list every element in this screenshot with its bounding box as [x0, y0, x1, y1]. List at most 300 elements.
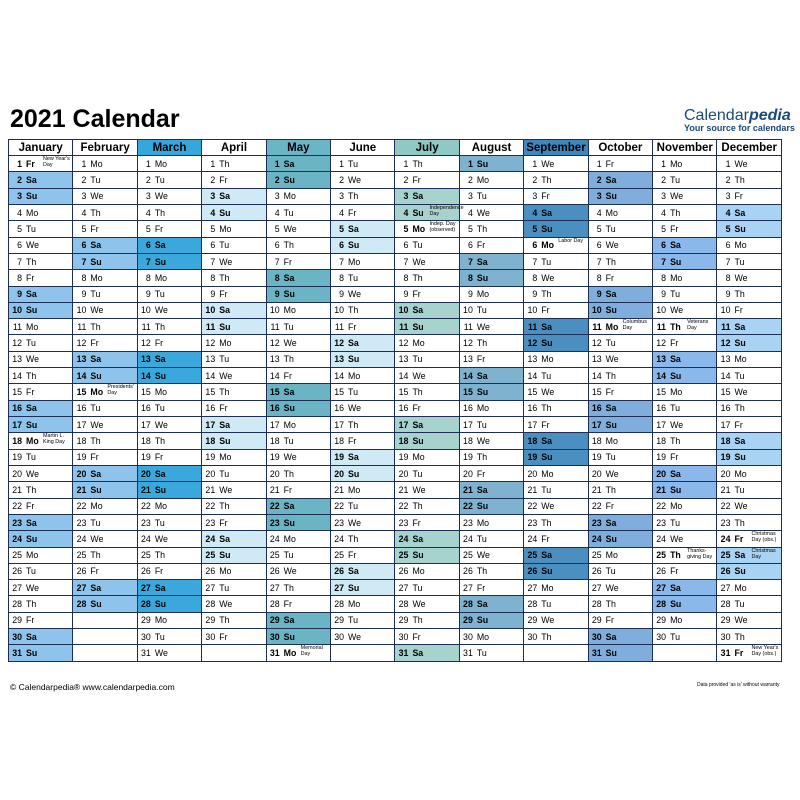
- day-cell: [202, 270, 266, 286]
- month-header-february: February: [73, 140, 137, 156]
- day-cell: [331, 547, 395, 563]
- day-cell: [9, 449, 73, 465]
- weekday-label: Mo: [670, 501, 683, 512]
- weekday-label: Mo: [412, 566, 425, 577]
- day-number: 3: [596, 191, 602, 202]
- day-number: 9: [467, 289, 473, 300]
- day-row: [9, 498, 782, 514]
- day-cell: [588, 580, 652, 596]
- weekday-label: Sa: [476, 256, 488, 267]
- weekday-label: Th: [412, 272, 423, 283]
- weekday-label: Su: [154, 484, 167, 495]
- weekday-label: We: [605, 468, 619, 479]
- day-number: 26: [398, 566, 409, 577]
- day-number: 1: [81, 158, 87, 169]
- day-number: 1: [210, 158, 216, 169]
- holiday-label: Labor Day: [558, 237, 584, 244]
- weekday-label: We: [734, 272, 748, 283]
- weekday-label: Su: [219, 321, 231, 332]
- day-number: 22: [269, 501, 280, 512]
- weekday-label: We: [476, 435, 490, 446]
- day-cell: [524, 580, 588, 596]
- day-cell: [524, 498, 588, 514]
- weekday-label: Tu: [670, 403, 681, 414]
- day-cell: [9, 645, 73, 661]
- day-number: 17: [591, 419, 602, 430]
- day-number: 31: [269, 648, 280, 659]
- day-number: 3: [725, 191, 731, 202]
- weekday-label: Th: [541, 517, 552, 528]
- weekday-label: Th: [348, 191, 359, 202]
- day-cell: [653, 204, 717, 220]
- weekday-label: Sa: [734, 207, 746, 218]
- weekday-label: Fr: [348, 435, 357, 446]
- day-cell: [588, 547, 652, 563]
- day-number: 24: [527, 533, 538, 544]
- day-cell: [331, 417, 395, 433]
- day-cell: [717, 563, 782, 579]
- day-cell: [524, 319, 588, 335]
- day-cell: [266, 156, 330, 172]
- day-number: 30: [656, 631, 667, 642]
- day-cell: [588, 563, 652, 579]
- day-number: 27: [12, 582, 22, 593]
- day-cell: [266, 302, 330, 318]
- day-cell: [331, 286, 395, 302]
- day-number: 6: [145, 240, 151, 251]
- day-cell: [588, 384, 652, 400]
- weekday-label: Tu: [283, 435, 294, 446]
- day-number: 24: [334, 533, 345, 544]
- day-cell: [717, 580, 782, 596]
- day-cell: [588, 172, 652, 188]
- weekday-label: Sa: [219, 419, 230, 430]
- day-number: 7: [81, 256, 87, 267]
- weekday-label: Mo: [154, 158, 168, 169]
- day-number: 25: [76, 550, 87, 561]
- brand-logo[interactable]: [684, 108, 795, 133]
- weekday-label: Fr: [412, 631, 421, 642]
- weekday-label: Su: [476, 272, 489, 283]
- day-cell: [9, 253, 73, 269]
- day-cell: [588, 531, 652, 547]
- day-cell: [395, 580, 459, 596]
- day-cell: [459, 629, 523, 645]
- day-number: 27: [591, 582, 602, 593]
- day-cell: [137, 237, 201, 253]
- day-cell: [137, 319, 201, 335]
- day-row: [9, 319, 782, 335]
- weekday-label: Mo: [605, 550, 618, 561]
- day-number: 2: [145, 174, 151, 185]
- day-number: 15: [76, 387, 87, 398]
- weekday-label: We: [541, 387, 555, 398]
- day-cell: [9, 498, 73, 514]
- day-number: 14: [334, 370, 345, 381]
- day-cell: [202, 204, 266, 220]
- weekday-label: Fr: [476, 354, 486, 365]
- weekday-label: Sa: [412, 648, 424, 659]
- weekday-label: Fr: [605, 272, 614, 283]
- day-number: 19: [76, 452, 87, 463]
- weekday-label: Fr: [476, 468, 486, 479]
- day-number: 28: [656, 599, 667, 610]
- day-number: 14: [398, 370, 409, 381]
- day-cell: [395, 465, 459, 481]
- day-number: 26: [656, 566, 667, 577]
- day-cell: [331, 156, 395, 172]
- day-cell: [9, 629, 73, 645]
- weekday-label: We: [348, 403, 362, 414]
- day-cell: [717, 465, 782, 481]
- day-cell: [524, 514, 588, 530]
- weekday-label: Mo: [26, 207, 39, 218]
- day-cell: [137, 286, 201, 302]
- weekday-label: Tu: [541, 370, 552, 381]
- weekday-label: Tu: [670, 289, 681, 300]
- day-number: 4: [145, 207, 151, 218]
- day-cell: [395, 433, 459, 449]
- weekday-label: Su: [348, 468, 360, 479]
- day-cell: [717, 514, 782, 530]
- weekday-label: We: [412, 256, 426, 267]
- weekday-label: Fr: [412, 174, 421, 185]
- day-number: 29: [463, 615, 473, 626]
- day-cell: [202, 465, 266, 481]
- day-cell: [653, 270, 717, 286]
- weekday-label: Su: [670, 370, 682, 381]
- day-cell: [266, 596, 330, 612]
- weekday-label: Fr: [734, 533, 744, 544]
- day-cell: [653, 580, 717, 596]
- day-row: [9, 465, 782, 481]
- weekday-label: Th: [412, 501, 423, 512]
- day-number: 20: [334, 468, 345, 479]
- weekday-label: Mo: [283, 648, 297, 659]
- day-number: 8: [210, 272, 216, 283]
- day-cell: [653, 319, 717, 335]
- day-number: 1: [274, 158, 280, 169]
- day-cell: [9, 237, 73, 253]
- day-cell: [73, 531, 137, 547]
- weekday-label: Sa: [412, 191, 424, 202]
- day-cell: [395, 645, 459, 661]
- day-number: 12: [591, 338, 602, 349]
- day-cell: [588, 596, 652, 612]
- weekday-label: Su: [283, 403, 295, 414]
- day-number: 1: [725, 158, 731, 169]
- weekday-label: Sa: [90, 354, 102, 365]
- weekday-label: We: [670, 419, 684, 430]
- day-number: 6: [339, 240, 345, 251]
- day-number: 8: [661, 272, 667, 283]
- weekday-label: Sa: [26, 517, 37, 528]
- day-number: 26: [205, 566, 216, 577]
- day-cell: [459, 188, 523, 204]
- day-number: 13: [656, 354, 667, 365]
- day-cell: [73, 384, 137, 400]
- day-cell: [331, 270, 395, 286]
- day-number: 6: [596, 240, 602, 251]
- day-cell: [588, 221, 652, 237]
- day-number: 21: [205, 484, 216, 495]
- day-cell: [137, 400, 201, 416]
- day-cell: [266, 580, 330, 596]
- day-cell: [137, 629, 201, 645]
- day-cell: [137, 417, 201, 433]
- day-cell: [202, 188, 266, 204]
- weekday-label: Sa: [219, 191, 230, 202]
- day-cell: [73, 449, 137, 465]
- month-header-march: March: [137, 140, 201, 156]
- day-cell: [266, 204, 330, 220]
- day-number: 21: [76, 484, 87, 495]
- day-number: 3: [145, 191, 151, 202]
- day-cell: [73, 482, 137, 498]
- day-cell: [459, 449, 523, 465]
- day-number: 21: [269, 484, 280, 495]
- day-number: 26: [527, 566, 538, 577]
- day-cell: [73, 335, 137, 351]
- day-cell: [266, 514, 330, 530]
- weekday-label: Fr: [541, 533, 550, 544]
- day-number: 9: [81, 289, 87, 300]
- day-cell: [395, 335, 459, 351]
- day-number: 26: [269, 566, 280, 577]
- weekday-label: Th: [26, 599, 37, 610]
- day-cell: [202, 351, 266, 367]
- weekday-label: Mo: [90, 501, 103, 512]
- day-number: 12: [141, 338, 151, 349]
- weekday-label: Th: [283, 582, 294, 593]
- day-cell: [73, 286, 137, 302]
- day-number: 11: [141, 321, 151, 332]
- day-number: 23: [463, 517, 473, 528]
- day-number: 15: [656, 387, 667, 398]
- day-cell: [137, 384, 201, 400]
- day-number: 16: [205, 403, 216, 414]
- day-cell: [9, 172, 73, 188]
- weekday-label: Su: [90, 599, 102, 610]
- day-number: 3: [81, 191, 87, 202]
- day-cell: [331, 449, 395, 465]
- weekday-label: Tu: [541, 599, 552, 610]
- weekday-label: Th: [476, 566, 488, 577]
- weekday-label: Fr: [541, 419, 550, 430]
- weekday-label: Fr: [348, 321, 357, 332]
- day-cell: [73, 204, 137, 220]
- day-number: 18: [205, 435, 216, 446]
- day-cell: [524, 335, 588, 351]
- weekday-label: Sa: [476, 370, 488, 381]
- day-number: 18: [463, 435, 473, 446]
- day-number: 9: [274, 289, 280, 300]
- day-cell: [395, 253, 459, 269]
- day-number: 5: [81, 223, 87, 234]
- weekday-label: We: [605, 354, 619, 365]
- day-number: 29: [334, 615, 345, 626]
- weekday-label: Mo: [348, 256, 361, 267]
- day-cell: [9, 204, 73, 220]
- day-cell: [137, 270, 201, 286]
- day-cell: [653, 156, 717, 172]
- day-number: 12: [76, 338, 87, 349]
- day-number: 12: [720, 338, 731, 349]
- day-cell: [266, 563, 330, 579]
- weekday-label: Fr: [219, 403, 228, 414]
- day-number: 29: [141, 615, 151, 626]
- weekday-label: Th: [283, 354, 294, 365]
- weekday-label: Th: [541, 403, 552, 414]
- day-cell: [653, 172, 717, 188]
- day-number: 1: [145, 158, 151, 169]
- day-cell: [395, 156, 459, 172]
- holiday-label: Memorial Day: [300, 645, 323, 658]
- day-cell: [717, 400, 782, 416]
- footer-copyright[interactable]: © Calendarpedia® www.calendarpedia.com: [10, 682, 175, 692]
- weekday-label: We: [541, 615, 555, 626]
- day-cell: [202, 596, 266, 612]
- day-number: 24: [656, 533, 667, 544]
- day-row: [9, 351, 782, 367]
- day-number: 8: [145, 272, 151, 283]
- day-cell: [459, 384, 523, 400]
- weekday-label: Fr: [90, 223, 99, 234]
- day-cell: [331, 498, 395, 514]
- day-cell: [266, 417, 330, 433]
- day-number: 25: [205, 550, 216, 561]
- weekday-label: Tu: [605, 566, 616, 577]
- day-cell: [588, 188, 652, 204]
- day-number: 15: [591, 387, 602, 398]
- month-header-january: January: [9, 140, 73, 156]
- day-number: 13: [720, 354, 731, 365]
- weekday-label: Tu: [26, 338, 36, 349]
- weekday-label: Su: [154, 370, 167, 381]
- day-number: 27: [720, 582, 731, 593]
- day-cell: [9, 351, 73, 367]
- day-number: 8: [17, 272, 22, 283]
- weekday-label: Mo: [670, 387, 683, 398]
- day-number: 28: [141, 599, 151, 610]
- day-cell: [524, 172, 588, 188]
- day-cell: [137, 368, 201, 384]
- day-cell: [266, 253, 330, 269]
- day-cell: [73, 400, 137, 416]
- day-number: 29: [269, 615, 280, 626]
- day-number: 23: [205, 517, 216, 528]
- day-cell: [202, 417, 266, 433]
- day-number: 11: [527, 321, 538, 332]
- day-cell: [459, 237, 523, 253]
- day-cell: [588, 270, 652, 286]
- day-number: 31: [463, 648, 473, 659]
- day-cell: [717, 221, 782, 237]
- day-cell: [73, 319, 137, 335]
- day-number: 26: [591, 566, 602, 577]
- day-cell: [137, 351, 201, 367]
- day-number: 10: [76, 305, 87, 316]
- weekday-label: Tu: [541, 484, 552, 495]
- holiday-label: Veterans Day: [687, 319, 709, 332]
- day-number: 30: [591, 631, 602, 642]
- holiday-label: New Year's Day (obs.): [751, 645, 779, 658]
- weekday-label: We: [219, 256, 233, 267]
- month-header-august: August: [459, 140, 523, 156]
- day-cell: [524, 433, 588, 449]
- day-cell: [137, 221, 201, 237]
- day-number: 8: [532, 272, 538, 283]
- weekday-label: Tu: [219, 582, 230, 593]
- weekday-label: Th: [219, 158, 230, 169]
- weekday-label: Mo: [734, 354, 747, 365]
- weekday-label: We: [412, 599, 426, 610]
- day-number: 3: [17, 191, 22, 202]
- day-cell: [137, 482, 201, 498]
- weekday-label: Th: [605, 370, 616, 381]
- weekday-label: Th: [541, 174, 552, 185]
- day-number: 24: [463, 533, 473, 544]
- weekday-label: Tu: [734, 370, 745, 381]
- day-cell: [331, 302, 395, 318]
- day-number: 10: [463, 305, 473, 316]
- day-number: 19: [720, 452, 731, 463]
- day-cell: [588, 514, 652, 530]
- day-cell: [9, 270, 73, 286]
- day-number: 5: [274, 223, 280, 234]
- weekday-label: Su: [605, 191, 617, 202]
- day-number: 14: [141, 370, 151, 381]
- weekday-label: Tu: [605, 338, 616, 349]
- day-number: 15: [527, 387, 538, 398]
- day-number: 17: [269, 419, 280, 430]
- weekday-label: Tu: [476, 419, 487, 430]
- day-number: 15: [334, 387, 345, 398]
- day-cell: [459, 286, 523, 302]
- weekday-label: Fr: [605, 501, 614, 512]
- day-number: 14: [76, 370, 87, 381]
- page-title: 2021 Calendar: [10, 105, 180, 133]
- weekday-label: Sa: [670, 354, 681, 365]
- weekday-label: Mo: [605, 435, 618, 446]
- weekday-label: Mo: [90, 158, 103, 169]
- day-number: 10: [269, 305, 280, 316]
- day-number: 7: [596, 256, 602, 267]
- day-cell: [395, 302, 459, 318]
- day-cell: [653, 188, 717, 204]
- weekday-label: Mo: [26, 550, 39, 561]
- day-number: 21: [656, 484, 667, 495]
- weekday-label: Su: [476, 158, 489, 169]
- day-number: 18: [76, 435, 87, 446]
- day-cell: [653, 253, 717, 269]
- day-number: 21: [463, 484, 473, 495]
- day-cell: [459, 319, 523, 335]
- day-cell: [266, 400, 330, 416]
- weekday-label: Sa: [283, 272, 295, 283]
- weekday-label: Mo: [476, 289, 490, 300]
- day-number: 2: [403, 174, 409, 185]
- day-cell: [588, 612, 652, 628]
- day-number: 2: [17, 174, 22, 185]
- weekday-label: Mo: [154, 501, 168, 512]
- day-number: 30: [12, 631, 22, 642]
- day-number: 28: [591, 599, 602, 610]
- weekday-label: We: [734, 501, 748, 512]
- day-cell: [395, 221, 459, 237]
- weekday-label: Fr: [26, 387, 35, 398]
- day-cell: [266, 351, 330, 367]
